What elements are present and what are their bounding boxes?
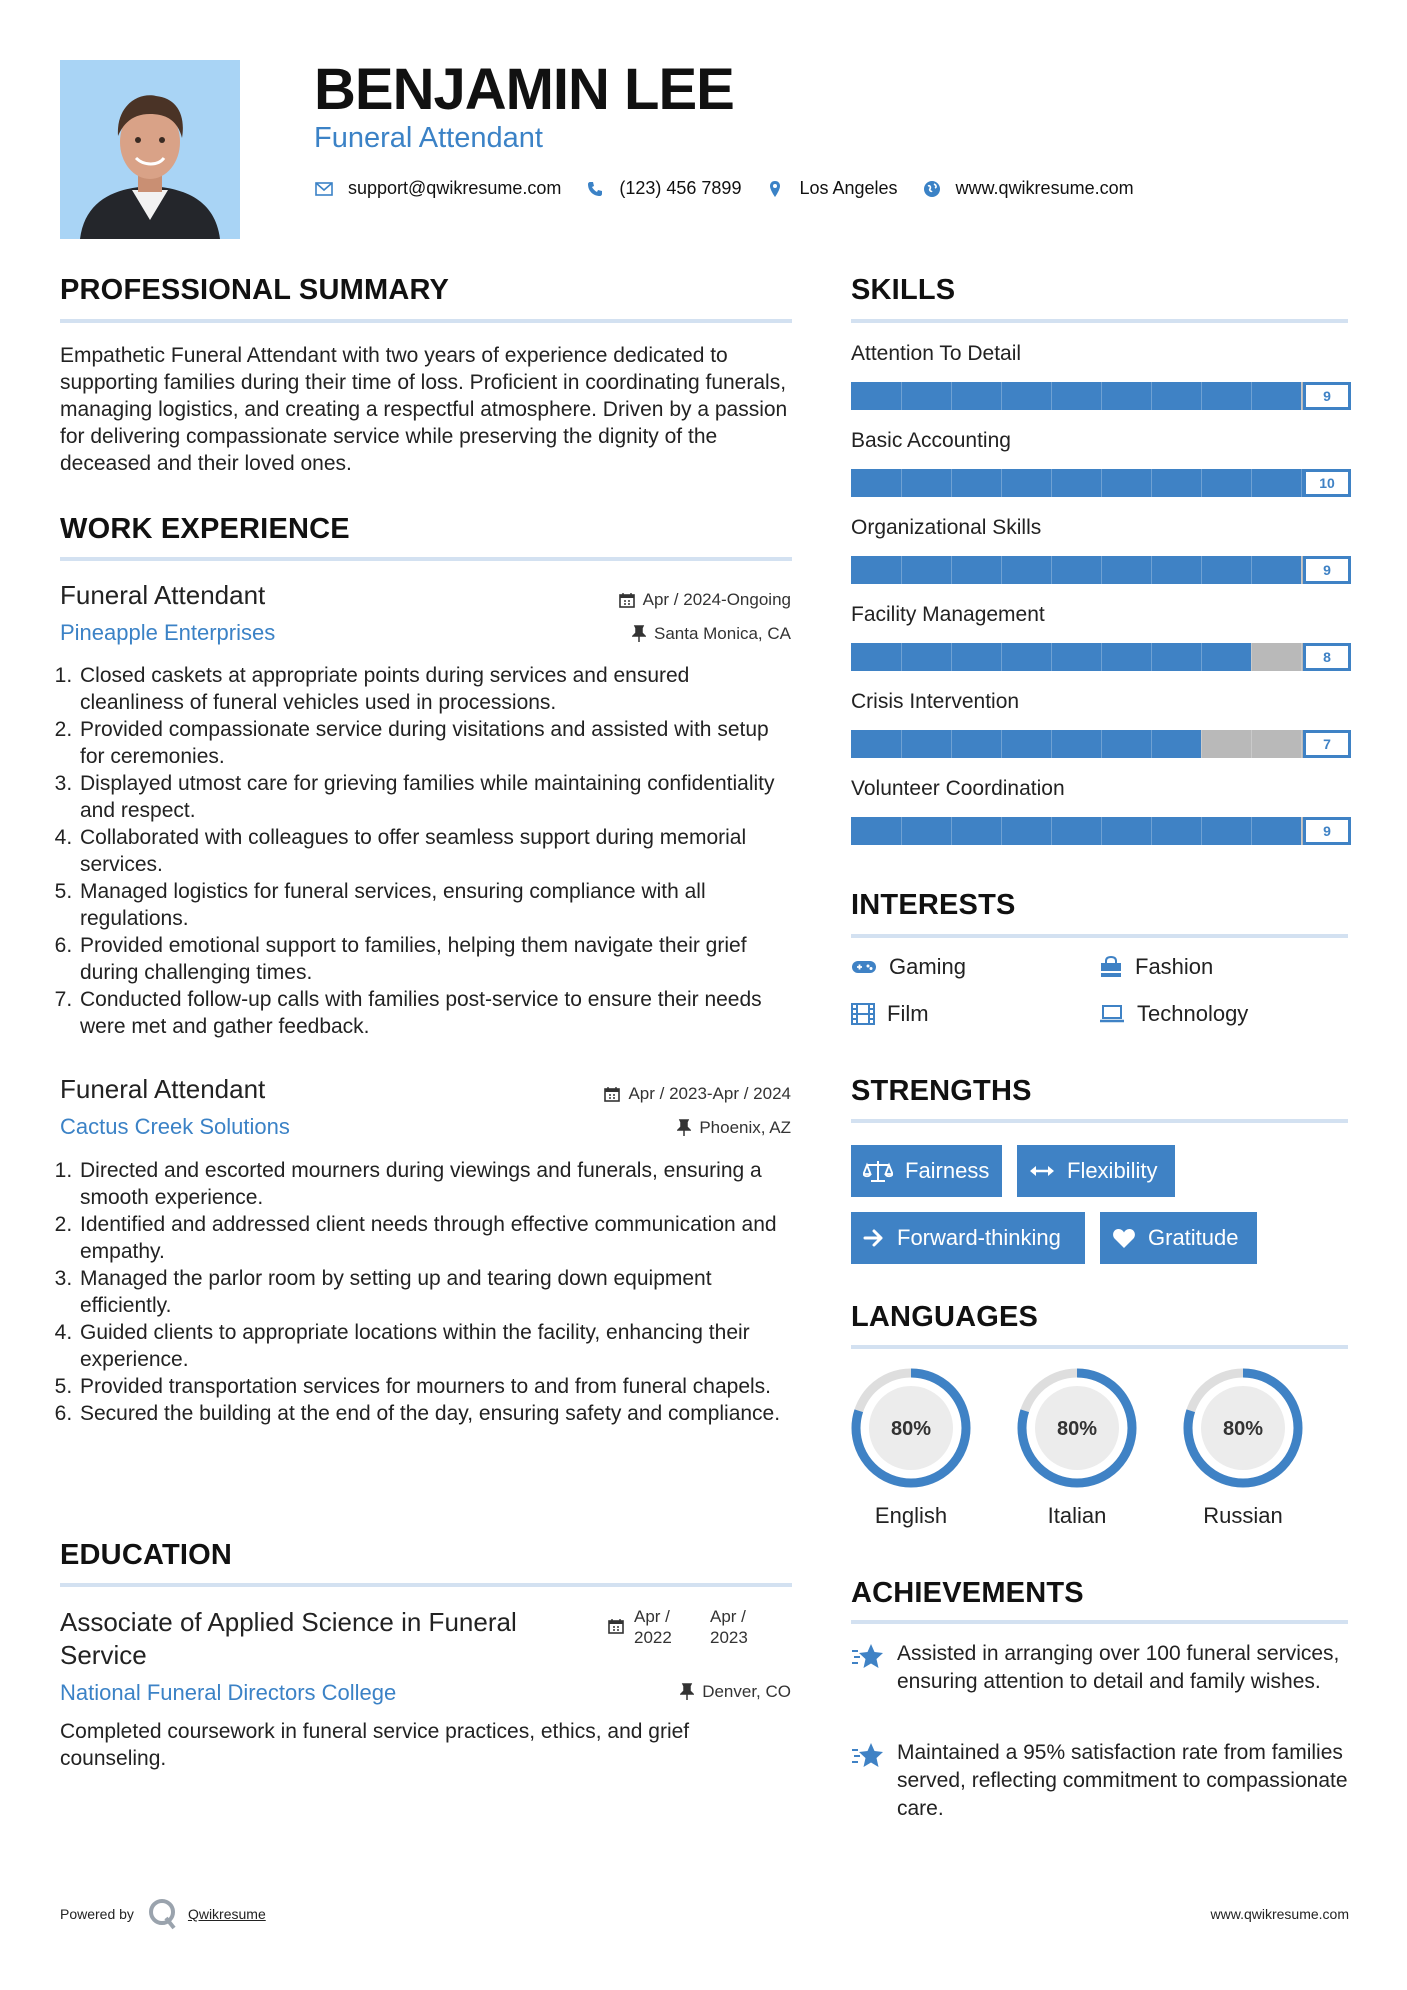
star-icon <box>851 1642 885 1672</box>
language-item <box>849 1366 973 1529</box>
skill-level-badge: 10 <box>1303 469 1351 497</box>
job-location <box>677 1118 791 1138</box>
education-end-month-line: Apr / <box>710 1607 746 1626</box>
skill-level-badge: 9 <box>1303 382 1351 410</box>
job-title: Funeral Attendant <box>60 1074 266 1104</box>
skill-bar-segment <box>1001 556 1002 584</box>
interest-label: Gaming <box>889 954 967 979</box>
skill-bar-segment <box>1201 556 1202 584</box>
skill-bar-segment <box>1251 643 1252 671</box>
education-end <box>710 1606 748 1648</box>
strength-label: Flexibility <box>1067 1158 1158 1183</box>
language-label: English <box>874 1503 948 1528</box>
education-heading: EDUCATION <box>60 1539 233 1571</box>
skills-divider <box>851 319 1348 323</box>
skill-bar <box>851 643 1351 671</box>
skill-bar-segment <box>951 817 952 845</box>
job-location-text: Santa Monica, CA <box>653 624 791 643</box>
list-item: 3. Displayed utmost care for grieving families while maintaining confidentiality and respect. <box>78 770 795 824</box>
skill-bar-segment <box>1201 382 1202 410</box>
calendar-icon <box>604 1086 620 1102</box>
arrows-horizontal-icon <box>1029 1164 1055 1178</box>
interest-item <box>1099 1001 1248 1027</box>
job-date-text: Apr / 2023-Apr / 2024 <box>628 1084 791 1103</box>
skill-bar-segment <box>1201 643 1202 671</box>
job-location-text: Phoenix, AZ <box>699 1118 791 1137</box>
pushpin-icon <box>632 625 646 643</box>
star-icon <box>851 1741 885 1771</box>
skill-bar-segment <box>1001 817 1002 845</box>
skill-bar-segment <box>1251 730 1252 758</box>
strength-label: Forward-thinking <box>897 1225 1061 1250</box>
envelope-icon <box>314 179 334 199</box>
summary-heading: PROFESSIONAL SUMMARY <box>60 274 450 306</box>
achievement-item <box>851 1739 1351 1823</box>
skill-bar-fill <box>851 382 1301 410</box>
list-item: 5. Provided transportation services for mourners to and from funeral chapels. <box>78 1373 795 1400</box>
interests-divider <box>851 934 1348 938</box>
language-item <box>1181 1366 1305 1529</box>
languages-heading: LANGUAGES <box>851 1301 1039 1333</box>
list-item: 6. Provided emotional support to families, helping them navigate their grief during challenging times. <box>78 932 795 986</box>
strengths-divider <box>851 1119 1348 1123</box>
footer-url[interactable]: www.qwikresume.com <box>1210 1906 1349 1922</box>
skill-bar-segment <box>1101 382 1102 410</box>
education-divider <box>60 1583 792 1587</box>
job-location <box>632 624 791 644</box>
contact-website[interactable]: www.qwikresume.com <box>955 178 1134 198</box>
skill-bar-segment <box>1101 817 1102 845</box>
interest-label: Film <box>887 1001 929 1026</box>
powered-by-text: Powered by <box>60 1906 134 1922</box>
calendar-icon <box>608 1618 624 1634</box>
skill-level-badge: 9 <box>1303 817 1351 845</box>
skill-label: Organizational Skills <box>851 516 1042 539</box>
experience-heading: WORK EXPERIENCE <box>60 513 350 545</box>
skill-bar-segment <box>1251 817 1252 845</box>
language-label: Italian <box>1047 1503 1107 1528</box>
education-description: Completed coursework in funeral service practices, ethics, and grief counseling. <box>60 1720 690 1770</box>
job-responsibilities <box>60 662 795 1040</box>
skills-heading: SKILLS <box>851 274 956 306</box>
interest-item <box>851 954 966 980</box>
skill-bar-segment <box>1201 817 1202 845</box>
skill-bar-segment <box>1101 556 1102 584</box>
skill-label: Facility Management <box>851 603 1045 626</box>
skill-bar-segment <box>1051 730 1052 758</box>
strength-badge <box>851 1145 1002 1197</box>
skill-bar-segment <box>951 556 952 584</box>
skill-label: Crisis Intervention <box>851 690 1020 713</box>
language-label: Russian <box>1203 1503 1283 1528</box>
education-school: National Funeral Directors College <box>60 1680 397 1705</box>
skill-bar-segment <box>1301 469 1302 497</box>
list-item: 5. Managed logistics for funeral services, ensuring compliance with all regulations. <box>78 878 795 932</box>
education-location-text: Denver, CO <box>702 1682 791 1701</box>
candidate-name: BENJAMIN LEE <box>314 57 734 122</box>
skill-level-badge: 8 <box>1303 643 1351 671</box>
skill-bar-segment <box>951 643 952 671</box>
footer-brand-link[interactable]: Qwikresume <box>187 1906 266 1922</box>
achievement-text: Maintained a 95% satisfaction rate from families served, reflecting commitment to compassionate care. <box>897 1741 1348 1820</box>
education-end-year-line: 2023 <box>710 1628 748 1647</box>
skill-label: Volunteer Coordination <box>851 777 1065 800</box>
interest-label: Technology <box>1137 1001 1249 1026</box>
skill-bar-segment <box>1201 469 1202 497</box>
skill-bar-segment <box>901 643 902 671</box>
education-start-year-line: 2022 <box>634 1628 672 1647</box>
pushpin-icon <box>680 1683 694 1701</box>
skill-bar <box>851 382 1351 410</box>
achievements-divider <box>851 1620 1348 1624</box>
skill-label: Attention To Detail <box>851 342 1022 365</box>
skill-bar-segment <box>1001 382 1002 410</box>
skill-bar-segment <box>1251 382 1252 410</box>
language-item <box>1015 1366 1139 1529</box>
film-icon <box>851 1003 875 1025</box>
footer-powered-by <box>60 1898 266 1930</box>
strengths-heading: STRENGTHS <box>851 1075 1032 1107</box>
skill-bar-fill <box>851 730 1201 758</box>
phone-icon <box>585 179 605 199</box>
strength-label: Fairness <box>905 1158 990 1183</box>
skill-bar-segment <box>951 469 952 497</box>
skill-bar-segment <box>1301 382 1302 410</box>
job-date <box>619 590 791 610</box>
skill-bar-segment <box>1101 643 1102 671</box>
candidate-role: Funeral Attendant <box>314 122 543 154</box>
language-percent: 80% <box>1056 1418 1098 1440</box>
list-item: 6. Secured the building at the end of the day, ensuring safety and compliance. <box>78 1400 795 1427</box>
skill-bar-segment <box>1251 556 1252 584</box>
interest-item <box>851 1001 929 1027</box>
education-dates <box>608 1606 672 1648</box>
skill-bar-segment <box>1301 556 1302 584</box>
heart-icon <box>1112 1228 1136 1249</box>
skill-bar-segment <box>1001 469 1002 497</box>
skill-bar-segment <box>1051 817 1052 845</box>
skill-bar-segment <box>901 382 902 410</box>
calendar-icon <box>619 592 635 608</box>
skill-bar-segment <box>1151 643 1152 671</box>
skill-bar-segment <box>1151 382 1152 410</box>
achievement-item <box>851 1640 1351 1696</box>
interest-item <box>1099 954 1213 980</box>
skill-bar-segment <box>1151 469 1152 497</box>
skill-bar-segment <box>1001 643 1002 671</box>
skill-bar-fill <box>851 817 1301 845</box>
skill-level-badge: 9 <box>1303 556 1351 584</box>
globe-icon <box>922 179 942 199</box>
list-item: 4. Guided clients to appropriate locations within the facility, enhancing their experience. <box>78 1319 795 1373</box>
skill-bar-segment <box>1001 730 1002 758</box>
skill-bar-segment <box>1301 643 1302 671</box>
skill-level-badge: 7 <box>1303 730 1351 758</box>
job-responsibilities <box>60 1157 795 1427</box>
contact-email[interactable]: support@qwikresume.com <box>348 178 562 198</box>
list-item: 2. Identified and addressed client needs through effective communication and empathy. <box>78 1211 795 1265</box>
skill-bar-segment <box>1151 556 1152 584</box>
list-item: 7. Conducted follow-up calls with families post-service to ensure their needs were met and gather feedback. <box>78 986 795 1040</box>
pushpin-icon <box>677 1119 691 1137</box>
education-location <box>680 1682 791 1702</box>
skill-bar-segment <box>1051 556 1052 584</box>
achievements-heading: ACHIEVEMENTS <box>851 1577 1084 1609</box>
skill-bar-segment <box>1301 817 1302 845</box>
skill-bar-segment <box>951 382 952 410</box>
balance-scale-icon <box>863 1159 893 1183</box>
experience-divider <box>60 557 792 561</box>
skill-bar-segment <box>1251 469 1252 497</box>
achievement-text: Assisted in arranging over 100 funeral services, ensuring attention to detail and family wishes. <box>897 1642 1340 1693</box>
shopping-bag-icon <box>1099 956 1123 978</box>
map-marker-icon <box>765 179 785 199</box>
summary-text: Empathetic Funeral Attendant with two years of experience dedicated to supporting families during their time of loss. Proficient in coordinating funerals, managing logistics, and creating a respectful atmosphere. Driven by a passion for delivering compassionate service while preserving the dignity of the deceased and their loved ones. <box>60 344 788 475</box>
education-start-month <box>608 1606 610 1608</box>
list-item: 4. Collaborated with colleagues to offer seamless support during memorial services. <box>78 824 795 878</box>
skill-bar-segment <box>1201 730 1202 758</box>
list-item: 3. Managed the parlor room by setting up and tearing down equipment efficiently. <box>78 1265 795 1319</box>
strength-label: Gratitude <box>1148 1225 1239 1250</box>
list-item: 1. Directed and escorted mourners during viewings and funerals, ensuring a smooth experience. <box>78 1157 795 1211</box>
job-date <box>604 1084 791 1104</box>
job-date-text: Apr / 2024-Ongoing <box>642 590 791 609</box>
skill-bar-segment <box>1101 730 1102 758</box>
interests-heading: INTERESTS <box>851 889 1016 921</box>
skill-bar <box>851 556 1351 584</box>
skill-bar-segment <box>1301 730 1302 758</box>
skill-bar <box>851 730 1351 758</box>
skill-bar-segment <box>951 730 952 758</box>
languages-divider <box>851 1345 1348 1349</box>
summary-divider <box>60 319 792 323</box>
skill-label: Basic Accounting <box>851 429 1011 452</box>
list-item: 1. Closed caskets at appropriate points during services and ensured cleanliness of funeral vehicles used in processions. <box>78 662 795 716</box>
job-company: Pineapple Enterprises <box>60 620 276 645</box>
education-end-wrap <box>710 1606 748 1648</box>
skill-bar-segment <box>901 469 902 497</box>
profile-photo <box>60 60 240 239</box>
skill-bar-segment <box>1151 730 1152 758</box>
strength-badge <box>1017 1145 1175 1197</box>
skill-bar-segment <box>901 730 902 758</box>
contact-info <box>314 178 1158 199</box>
skill-bar-segment <box>1051 643 1052 671</box>
contact-phone[interactable]: (123) 456 7899 <box>619 178 742 198</box>
laptop-icon <box>1099 1005 1125 1023</box>
skill-bar <box>851 469 1351 497</box>
language-ring <box>1181 1366 1305 1490</box>
list-item: 2. Provided compassionate service during visitations and assisted with setup for ceremonies. <box>78 716 795 770</box>
education-start-month-line: Apr / <box>634 1607 670 1626</box>
language-percent: 80% <box>1222 1418 1264 1440</box>
skill-bar-fill <box>851 556 1301 584</box>
education-degree: Associate of Applied Science in Funeral Service <box>60 1607 517 1670</box>
skill-bar-segment <box>1051 469 1052 497</box>
contact-location: Los Angeles <box>799 178 898 198</box>
skill-bar-segment <box>901 556 902 584</box>
strength-badge <box>1100 1212 1257 1264</box>
job-title: Funeral Attendant <box>60 580 266 610</box>
language-ring <box>849 1366 973 1490</box>
interest-label: Fashion <box>1135 954 1214 979</box>
qwikresume-logo-icon <box>148 1898 178 1930</box>
gamepad-icon <box>851 959 877 975</box>
strength-badge <box>851 1212 1085 1264</box>
language-ring <box>1015 1366 1139 1490</box>
education-start <box>634 1606 672 1648</box>
arrow-right-icon <box>863 1228 885 1248</box>
skill-bar-segment <box>1051 382 1052 410</box>
skill-bar-segment <box>901 817 902 845</box>
job-company: Cactus Creek Solutions <box>60 1114 290 1139</box>
language-percent: 80% <box>890 1418 932 1440</box>
education-end-month <box>712 1606 714 1608</box>
skill-bar-segment <box>1151 817 1152 845</box>
skill-bar <box>851 817 1351 845</box>
skill-bar-segment <box>1101 469 1102 497</box>
